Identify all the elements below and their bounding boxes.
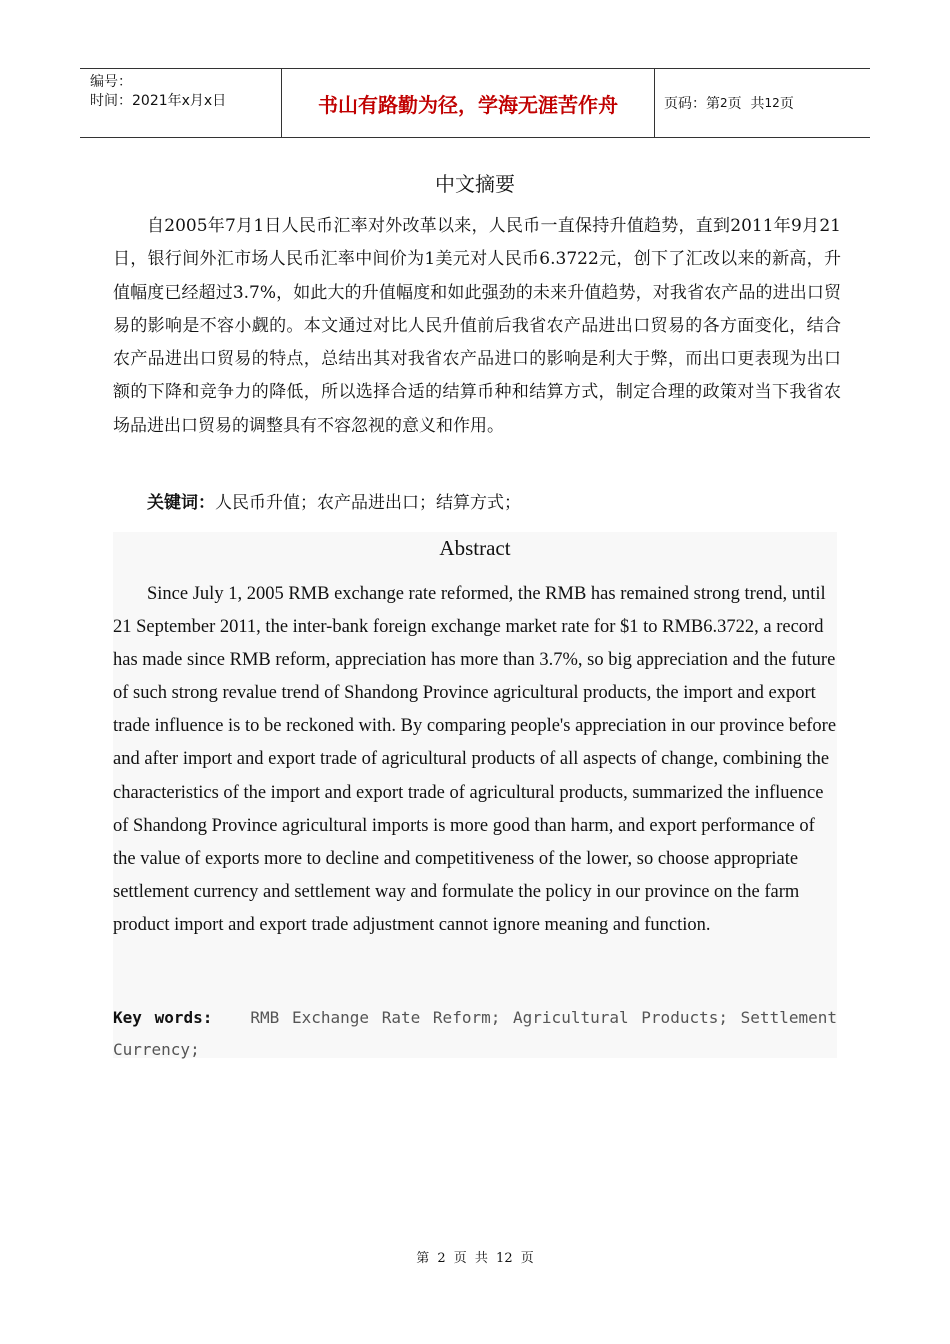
english-abstract-section	[113, 532, 837, 1058]
chinese-keywords-text: 人民币升值；农产品进出口；结算方式；	[215, 493, 521, 513]
english-abstract-title: Abstract	[439, 536, 511, 560]
english-abstract-body: Since July 1, 2005 RMB exchange rate reformed, the RMB has remained strong trend, until 21 September 2011, the inter-bank foreign exchange market rate for $1 to RMB6.3722, a record has made since RMB reform, appreciation has more than 3.7%, so big appreciation and the future of such strong revalue trend of Shandong Province agricultural products, the import and export trade influence is to be reckoned with. By comparing people's appreciation in our province before and after import and export trade of agricultural products of all aspects of change, combining the characteristics of the import and export trade of agricultural products, summarized the influence of Shandong Province agricultural imports is more good than harm, and export performance of the value of exports more to decline and competitiveness of the lower, so choose appropriate settlement currency and settlement way and formulate the policy in our province on the farm product import and export trade adjustment cannot ignore meaning and function.	[113, 584, 837, 935]
page-prefix: 页码：第	[664, 96, 720, 112]
time-label: 时间：2021年x月x日	[90, 93, 227, 109]
header-info-cell	[80, 69, 281, 137]
page-number: 2	[720, 96, 728, 110]
page-footer: 第 2 页 共 12 页	[416, 1251, 534, 1266]
page-total: 12	[764, 96, 780, 110]
header-motto: 书山有路勤为径，学海无涯苦作舟	[281, 69, 655, 137]
page-header	[80, 68, 870, 138]
page-mid: 页 共	[727, 96, 765, 112]
header-page-info	[655, 69, 870, 137]
english-keywords	[113, 1002, 837, 1066]
chinese-keywords-label: 关键词：	[147, 493, 215, 513]
chinese-abstract-body: 自2005年7月1日人民币汇率对外改革以来，人民币一直保持升值趋势，直到2011年9月21日，银行间外汇市场人民币汇率中间价为1美元对人民币6.3722元，创下了汇改以来的新高，升值幅度已经超过3.7%，如此大的升值幅度和如此强劲的未来升值趋势，对我省农产品的进出口贸易的影响是不容小觑的。本文通过对比人民升值前后我省农产品进出口贸易的各方面变化，结合农产品进出口贸易的特点，总结出其对我省农产品进口的影响是利大于弊，而出口更表现为出口额的下降和竞争力的降低，所以选择合适的结算币种和结算方式，制定合理的政策对当下我省农场品进出口贸易的调整具有不容忽视的意义和作用。	[113, 216, 841, 436]
english-keywords-label: Key words:	[113, 1008, 213, 1027]
chinese-keywords	[147, 488, 847, 518]
page-suffix: 页	[779, 96, 794, 112]
english-keywords-text: RMB Exchange Rate Reform; Agricultural Products; Settlement Currency;	[113, 1008, 837, 1059]
chinese-abstract-title: 中文摘要	[435, 172, 515, 196]
serial-label: 编号：	[90, 74, 132, 90]
